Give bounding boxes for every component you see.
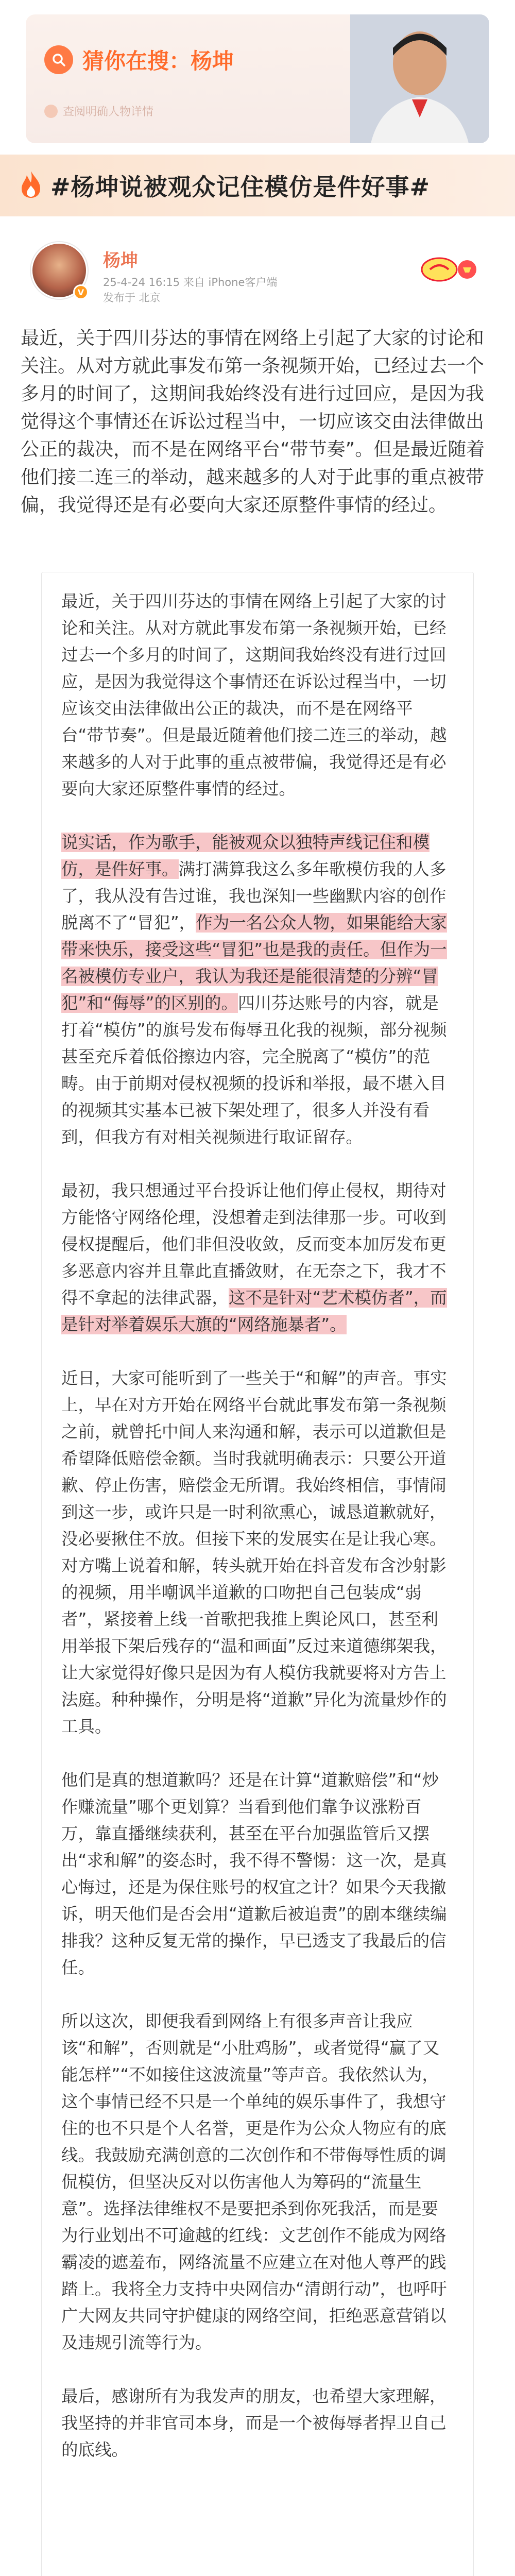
search-suggestion-icon: [44, 45, 73, 74]
post-meta: 25-4-24 16:15 来自 iPhone客户端: [103, 276, 278, 289]
guess-search-text: 猜你在搜：杨坤: [82, 48, 234, 74]
flame-icon: [20, 170, 42, 201]
statement-paragraph-5: 他们是真的想道歉吗？还是在计算“道歉赔偿”和“炒作赚流量”哪个更划算？当看到他们靠争议涨粉百万，靠直播继续获利，甚至在平台加强监管后又摆出“求和解”的姿态时，我不得不警惕：这一次，是真心悔过，还是为保住账号的权宜之计？如果今天我撤诉，明天他们是否会用“道歉后被追责”的剧本继续编排我？这种反复无常的操作，早已透支了我最后的信任。: [61, 1770, 447, 1977]
verified-badge-icon: V: [73, 284, 89, 300]
statement-paragraph-4: 近日，大家可能听到了一些关于“和解”的声音。事实上，早在对方开始在网络平台就此事发布第一条视频之前，就曾托中间人来沟通和解，表示可以道歉但是希望降低赔偿金额。当时我就明确表示：只要公开道歉、停止伤害，赔偿金无所谓。我始终相信，事情闹到这一步，或许只是一时利欲熏心，诚恳道歉就好，没必要揪住不放。但接下来的发展实在是让我心寒。对方嘴上说着和解，转头就开始在抖音发布含沙射影的视频，用半嘲讽半道歉的口吻把自己包装成“弱者”，紧接着上线一首歌把我推上舆论风口，甚至利用举报下架后残存的“温和画面”反过来道德绑架我，让大家觉得好像只是因为有人模仿我就要将对方告上法庭。种种操作，分明是将“道歉”异化为流量炒作的工具。: [61, 1368, 447, 1736]
post-image-statement[interactable]: [41, 572, 474, 2576]
user-name[interactable]: 杨坤: [103, 250, 138, 271]
post-location: 发布于 北京: [103, 292, 161, 304]
topic-banner[interactable]: [0, 155, 515, 216]
highlight-text: 说实话，作为歌手，能被观众以独特声线记住和模仿，是件好事。: [61, 833, 430, 879]
guess-source: [44, 103, 153, 119]
guess-search-card[interactable]: [26, 14, 489, 143]
post-header: [31, 242, 484, 309]
post-text: 最近，关于四川芬达的事情在网络上引起了大家的讨论和关注。从对方就此事发布第一条视频开始，已经过去一个多月的时间了，这期间我始终没有进行过回应，是因为我觉得这个事情还在诉讼过程当中，一切应该交由法律做出公正的裁决，而不是在网络平台“带节奏”。但是最近随着他们接二连三的举动，越来越多的人对于此事的重点被带偏，我觉得还是有必要向大家还原整件事情的经过。: [21, 328, 485, 516]
statement-text: 满打满算我这么多年歌模仿我的人多了，我从没有告过谁，我也深知一些幽默内容的创作脱离不了“冒犯”，: [61, 859, 447, 933]
topic-title: #杨坤说被观众记住模仿是件好事#: [50, 173, 431, 201]
statement-text: 最初，我只想通过平台投诉让他们停止侵权，期待对方能恪守网络伦理，没想着走到法律那一步。可收到侵权提醒后，他们非但没收敛，反而变本加厉发布更多恶意内容并且靠此直播敛财，在无奈之下，我才不得不拿起的法律武器，: [61, 1181, 447, 1308]
statement-text: 四川芬达账号的内容，就是打着“模仿”的旗号发布侮辱丑化我的视频，部分视频甚至充斥着低俗擦边内容，完全脱离了“模仿”的范畴。由于前期对侵权视频的投诉和举报，最不堪入目的视频其实基本已被下架处理了，很多人并没有看到，但我方有对相关视频进行取证留存。: [61, 993, 447, 1147]
highlight-text: 作为一名公众人物，如果能给大家带来快乐，接受这些“冒犯”也是我的责任。但作为一名被模仿专业户，我认为我还是能很清楚的分辨“冒犯”和“侮辱”的区别的。: [61, 913, 447, 1013]
statement-paragraph-7: 最后，感谢所有为我发声的朋友，也希望大家理解，我坚持的并非官司本身，而是一个被侮辱者捍卫自己的底线。: [61, 2386, 447, 2460]
guess-source-label: 查阅明确人物详情: [63, 106, 154, 118]
badge-sticker-icon: [417, 251, 484, 287]
person-photo[interactable]: [350, 14, 489, 143]
source-icon: [44, 105, 58, 118]
statement-paragraph-3: [61, 1177, 454, 1338]
statement-paragraph-6: 所以这次，即便我看到网络上有很多声音让我应该“和解”，否则就是“小肚鸡肠”，或者觉得“赢了又能怎样”“不如接住这波流量”等声音。我依然认为，这个事情已经不只是一个单纯的娱乐事件了，我想守住的也不只是个人名誉，更是作为公众人物应有的底线。我鼓励充满创意的二次创作和不带侮辱性质的调侃模仿，但坚决反对以伤害他人为筹码的“流量生意”。选择法律维权不是要把杀到你死我活，而是要为行业划出不可逾越的红线：文艺创作不能成为网络霸凌的遮羞布，网络流量不应建立在对他人尊严的践踏上。我将全力支持中央网信办“清朗行动”，也呼吁广大网友共同守护健康的网络空间，拒绝恶意营销以及违规引流等行为。: [61, 2011, 447, 2352]
guess-title-row: [44, 44, 234, 75]
highlight-text: 这不是针对“艺术模仿者”，而是针对举着娱乐大旗的“网络施暴者”。: [61, 1288, 447, 1334]
statement-paragraph-1: 最近，关于四川芬达的事情在网络上引起了大家的讨论和关注。从对方就此事发布第一条视频开始，已经过去一个多月的时间了，这期间我始终没有进行过回应，是因为我觉得这个事情还在诉讼过程当中，一切应该交由法律做出公正的裁决，而不是在网络平台“带节奏”。但是最近随着他们接二连三的举动，越来越多的人对于此事的重点被带偏，我觉得还是有必要向大家还原整件事情的经过。: [61, 591, 447, 799]
statement-paragraph-2: [61, 829, 454, 1150]
